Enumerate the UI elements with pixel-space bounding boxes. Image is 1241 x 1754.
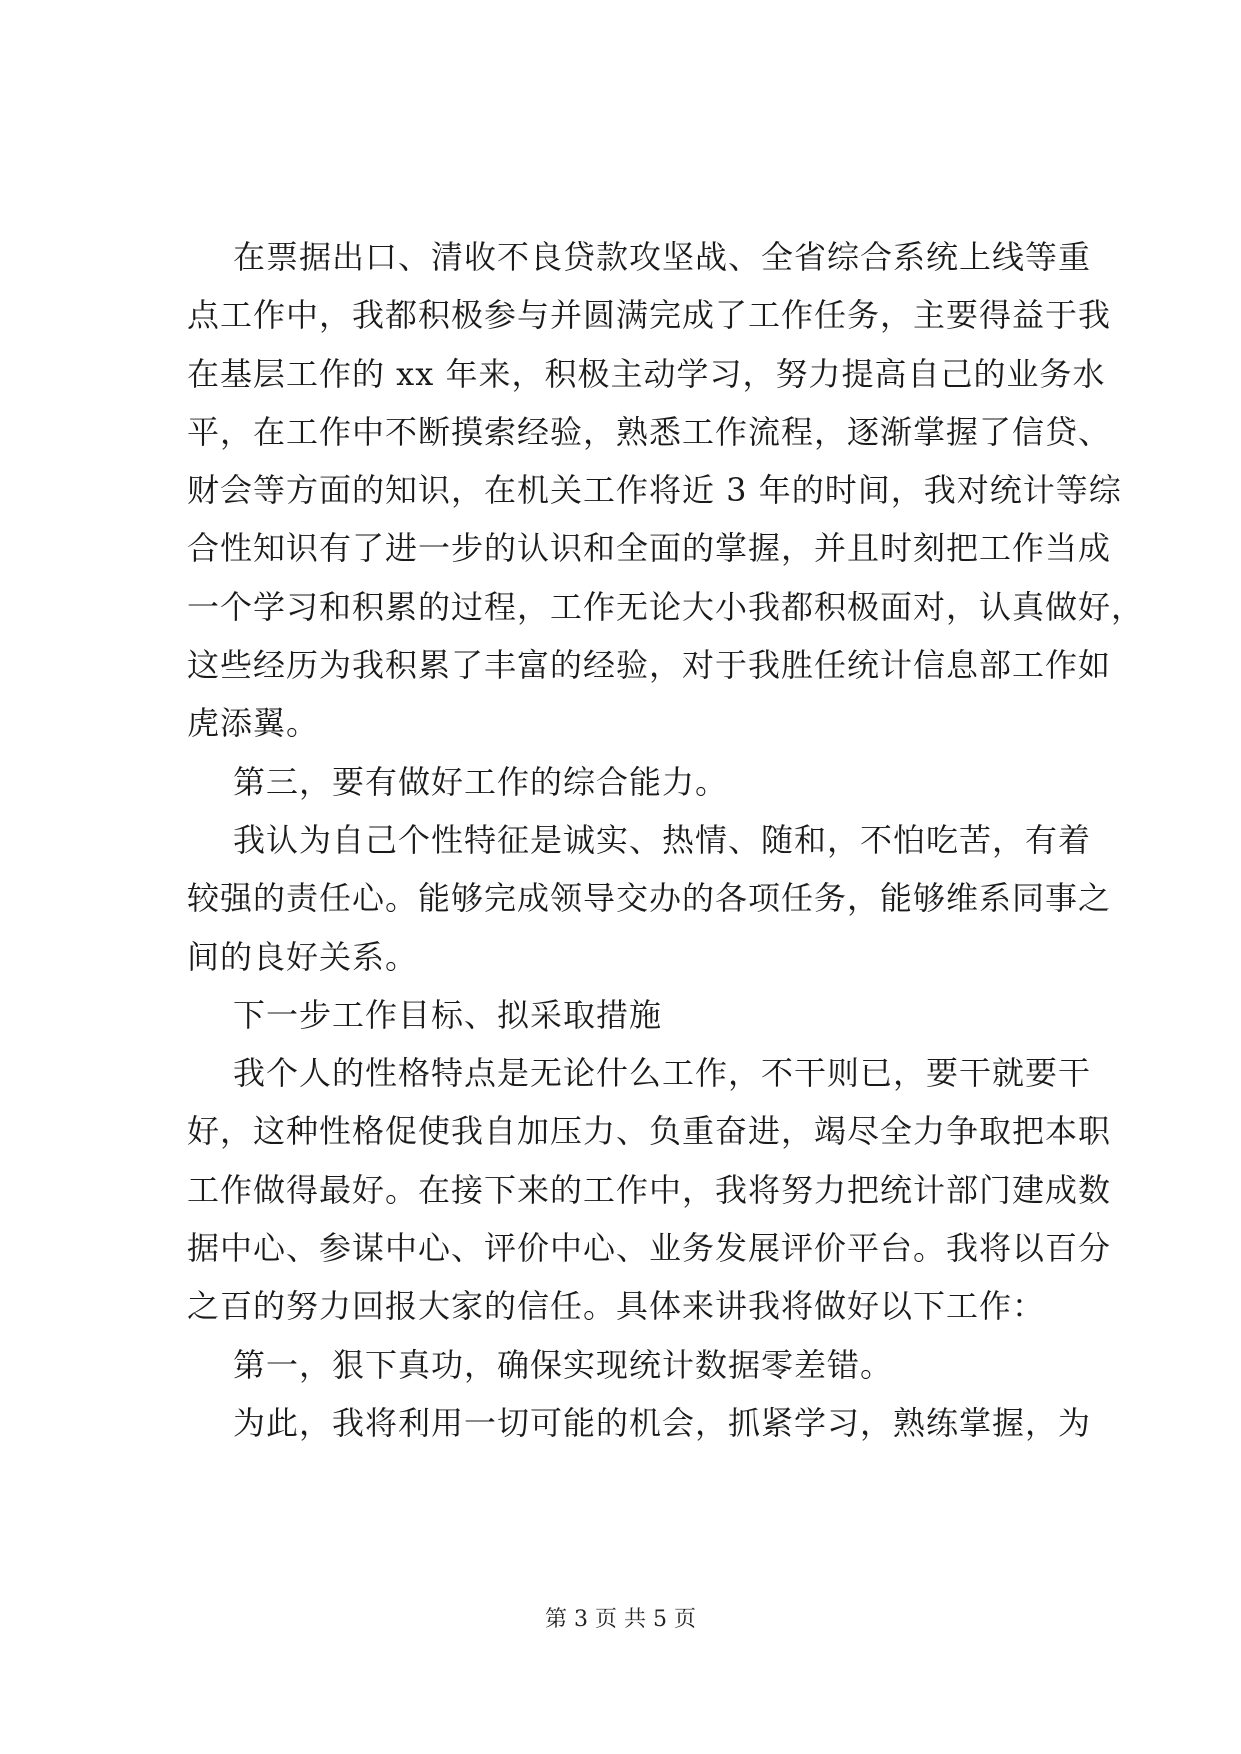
page-footer: 第 3 页 共 5 页: [545, 1607, 696, 1632]
paragraph-line: 第一，狠下真功，确保实现统计数据零差错。: [233, 1345, 894, 1384]
document-body: [187, 228, 1145, 1452]
paragraph-line: 下一步工作目标、拟采取措施: [233, 995, 663, 1034]
paragraph-line: 为此，我将利用一切可能的机会，抓紧学习，熟练掌握，为: [233, 1403, 1092, 1442]
paragraph-line: 据中心、参谋中心、评价中心、业务发展评价平台。我将以百分: [187, 1229, 1112, 1268]
paragraph-line: 第三，要有做好工作的综合能力。: [233, 762, 729, 801]
paragraph-line: 我个人的性格特点是无论什么工作，不干则已，要干就要干: [233, 1054, 1092, 1093]
paragraph-line: 好，这种性格促使我自加压力、负重奋进，竭尽全力争取把本职: [187, 1112, 1112, 1151]
paragraph-line: 之百的努力回报大家的信任。具体来讲我将做好以下工作：: [187, 1287, 1046, 1326]
paragraph-line: 平，在工作中不断摸索经验，熟悉工作流程，逐渐掌握了信贷、: [187, 412, 1112, 451]
paragraph-line: 一个学习和积累的过程，工作无论大小我都积极面对，认真做好，: [187, 587, 1145, 626]
paragraph-line: 较强的责任心。能够完成领导交办的各项任务，能够维系同事之: [187, 879, 1112, 918]
paragraph: [187, 1394, 1092, 1452]
paragraph: [187, 1336, 1083, 1394]
paragraph-line: 点工作中，我都积极参与并圆满完成了工作任务，主要得益于我: [187, 296, 1112, 335]
paragraph-line: 合性知识有了进一步的认识和全面的掌握，并且时刻把工作当成: [187, 529, 1112, 568]
paragraph-line: 这些经历为我积累了丰富的经验，对于我胜任统计信息部工作如: [187, 646, 1112, 685]
paragraph: [187, 753, 1083, 811]
paragraph-line: 在基层工作的 xx 年来，积极主动学习，努力提高自己的业务水: [187, 354, 1106, 393]
paragraph: [187, 986, 1083, 1044]
paragraph-line: 间的良好关系。: [187, 937, 419, 976]
paragraph: [187, 228, 1145, 753]
paragraph-line: 财会等方面的知识，在机关工作将近 3 年的时间，我对统计等综: [187, 471, 1122, 510]
paragraph-line: 虎添翼。: [187, 704, 320, 743]
paragraph: [187, 1044, 1112, 1335]
paragraph-line: 在票据出口、清收不良贷款攻坚战、全省综合系统上线等重: [233, 238, 1092, 276]
paragraph-line: 工作做得最好。在接下来的工作中，我将努力把统计部门建成数: [187, 1170, 1112, 1209]
paragraph-line: 我认为自己个性特征是诚实、热情、随和，不怕吃苦，有着: [233, 820, 1092, 859]
paragraph: [187, 811, 1112, 986]
